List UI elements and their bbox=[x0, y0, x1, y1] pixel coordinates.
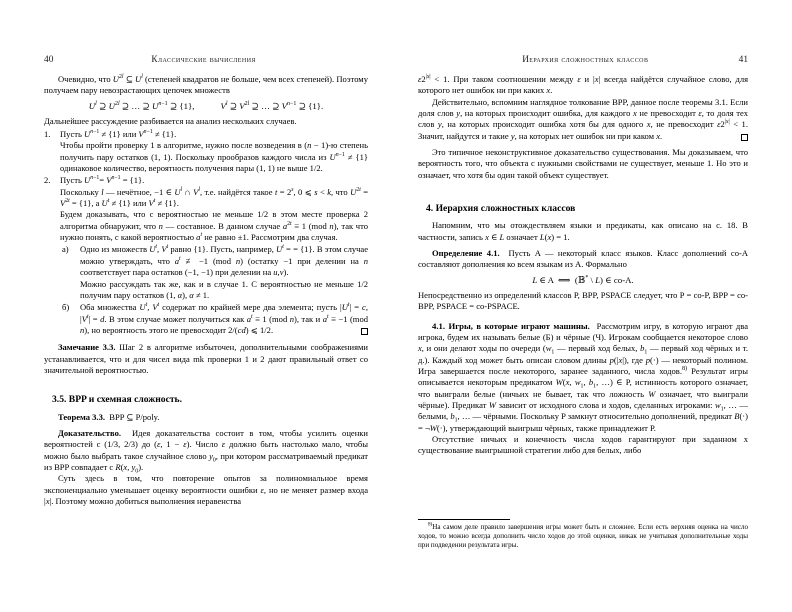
section-4-heading: 4. Иерархия сложностных классов bbox=[426, 203, 576, 215]
theorem-3-3 bbox=[44, 412, 368, 423]
paragraph-strategy: Отсутствие ничьих и конечность числа ходов гарантируют при заданном x существование выигрышной стратегии либо для белых, либо bbox=[418, 433, 748, 456]
paragraph-indeed: Действительно, вспомним наглядное толкование BPP, данное после теоремы 3.1. Если доля слов y, на которых происходит ошибка, для каждого x не превосходит ε, то доля тех слов y, на которых происходит ошибка хотя бы для одного x, не превосходит $\varepsilon 2^{|x|} < 1$. Значит, найдутся и такие y, на которых нет ошибок ни при каком x. bbox=[418, 96, 749, 141]
subcase-a-text: Одно из множеств $U^t$, $V^t$ равно {1}. Пусть, например, $U^t$ = = {1}. В этом случае можно утверждать, что $a^t$ ≢ −1 (mod n) (остатку −1 при делении на n соответствует пара остатков (−1, −1) при делении на u,v). bbox=[80, 244, 369, 278]
proof-paragraph-1: Доказательство. Идея доказательства состоит в том, чтобы усилить оценки вероятностей с (1/3, 2/3) до (ε, 1 − ε). Число ε должно быть настолько мало, чтобы можно было выбрать такое случайное слово $y_0$, при котором рассматриваемый предикат из BPP совпадает с R(x, $y_0$). bbox=[44, 427, 369, 475]
remark-text: Шаг 2 в алгоритме избыточен, дополнительными соображениями устанавливается, что и для чисел вида mk проверки 1 и 2 дают правильный ответ со значительной вероятностью. bbox=[44, 342, 368, 375]
left-running-head-title: Классические вычисления bbox=[151, 54, 256, 64]
footnote-8-mark: 8) bbox=[428, 521, 433, 528]
subcase-b-text: Оба множества $U^t$, $V^t$ содержат по крайней мере два элемента; пусть $|U^t| = c$, $|V^t| = d$. В этом случае может получиться как $a^t \equiv 1$ (mod n), так и $a^t \equiv -1$ (mod n), но вероятность этого не превосходит 2/(cd) ⩽ 1/2. bbox=[80, 302, 368, 335]
subcase-b bbox=[62, 302, 368, 336]
case-list bbox=[44, 129, 368, 336]
footnote-8-text: На самом деле правило завершения игры может быть и сложнее. Если есть верхняя оценка на число ходов, то можно всегда дополнить число ходов до этой оценки, никак не учитывая дополнительные ходы при подведении результата игры. bbox=[418, 522, 748, 549]
subcase-a-text-2: Можно рассуждать так же, как и в случае 1. С вероятностью не меньше 1/2 получим пару остатков (1, α), α ≠ 1. bbox=[80, 278, 368, 300]
footnote-8 bbox=[418, 523, 748, 550]
paragraph-nonconstructive: Это типичное неконструктивное доказательство существования. Мы доказываем, что вероятность того, что объекта с нужными свойствами не существует, меньше 1. Но это и означает, что хотя бы один такой объект существует. bbox=[418, 147, 748, 180]
subcase-b-label: б) bbox=[62, 302, 70, 313]
subsection-4-1-heading: 4.1. Игры, в которые играют машины. bbox=[432, 320, 590, 331]
theorem-statement: BPP ⊆ P/poly. bbox=[109, 411, 160, 422]
paragraph-cases-intro: Дальнейшее рассуждение разбивается на анализ нескольких случаев. bbox=[44, 115, 297, 126]
subcase-a-label: а) bbox=[62, 244, 69, 255]
left-page-number: 40 bbox=[44, 55, 54, 65]
proof-label: Доказательство. bbox=[58, 427, 121, 438]
case-item-1 bbox=[44, 129, 368, 174]
right-page bbox=[396, 0, 792, 612]
theorem-label: Теорема 3.3. bbox=[58, 411, 105, 422]
remark-3-3 bbox=[44, 342, 368, 376]
definition-text: Пусть A — некоторый класс языков. Класс дополнений co-A составляют дополнения ко всем языкам из A. Формально bbox=[418, 248, 748, 270]
case-2-line-1: Пусть $U^{n-1}= V^{n-1} = \{1\}$. bbox=[60, 175, 145, 186]
case-2-line-3: Будем доказывать, что с вероятностью не меньше 1/2 в этом месте проверка 2 алгоритма обнаружит, что n — составное. В данном случае $a^{2t} \equiv 1$ (mod n), так что нужно понять, с какой вероятностью $a^t$ не равно ±1. Рассмотрим два случая. bbox=[60, 209, 368, 243]
left-running-head bbox=[44, 53, 368, 66]
right-running-head bbox=[418, 53, 748, 66]
display-chains: $U^l$ ⊇ $U^{2l}$ ⊇ … ⊇ $U^{n-1}$ ⊇ {1}, $V^l$ ⊇ $V^{2l}$ ⊇ … ⊇ $V^{n-1}$ ⊇ {1}. bbox=[88, 101, 324, 112]
right-running-head-title: Иерархия сложностных классов bbox=[522, 54, 649, 64]
remark-label: Замечание 3.3. bbox=[58, 342, 116, 353]
subsection-3-5-heading: 3.5. BPP и схемная сложность. bbox=[52, 394, 183, 406]
subcase-a bbox=[62, 244, 369, 301]
right-page-body bbox=[418, 74, 748, 457]
left-page-body bbox=[44, 74, 368, 507]
qed-box-1 bbox=[361, 328, 368, 335]
case-1-line-1: Пусть $U^{n-1} \ne \{1\}$ или $V^{n-1} \ne \{1\}$. bbox=[60, 129, 177, 140]
footnote-reference-8[interactable]: 8) bbox=[681, 366, 688, 373]
case-item-2 bbox=[44, 175, 369, 336]
proof-paragraph-2: Суть здесь в том, что повторение опытов за полиномиальное время экспоненциально уменьшает оценку вероятности ошибки ε, но не меняет размер входа |x|. Поэтому можно добиться выполнения неравенства bbox=[44, 473, 368, 506]
footnote-zone bbox=[418, 519, 748, 550]
paragraph-obvious: Очевидно, что $U^{2l}$ ⊆ $U^l$ (степеней квадратов не больше, чем всех степеней). Поэтому получаем пару невозрастающих цепочек множеств bbox=[44, 74, 368, 96]
paragraph-epsilon-bound: $\varepsilon 2^{|x|} < 1$. При таком соотношении между ε и |x| всегда найдётся случайное слово, для которого нет ошибок ни при каких x. bbox=[418, 74, 749, 96]
qed-box-2 bbox=[741, 134, 748, 141]
subsection-4-1: 4.1. Игры, в которые играют машины. Рассмотрим игру, в которую играют два игрока, будем их называть белые (Б) и чёрные (Ч). Игрокам сообщается некоторое слово x, и они делают ходы по очереди ($w_1$ — первый ход белых, $b_1$ — первый ход чёрных и т. д.). Каждый ход может быть описан словом длины p(|x|), где p(·) — некоторый полином. Игра завершается после некоторого, заранее заданного, числа ходов.$^{8)}$ Результат игры описывается некоторым предикатом W(x, $w_1$, $b_1$, …) ∈ P, истинность которого означает, что выиграли белые (ничьих не бывает, так что ложность W означает, что выиграли чёрные). Предикат W зависит от исходного слова и ходов, сделанных игроками: $w_1$, … — белыми, $b_1$, … — чёрными. Поскольку P замкнут относительно дополнений, предикат B(·) = ¬W(·), утверждающий выигрыш чёрных, также принадлежит P. bbox=[418, 320, 749, 433]
paragraph-closure: Непосредственно из определений классов P, BPP, PSPACE следует, что P = co-P, BPP = co-BPP, PSPACE = co-PSPACE. bbox=[418, 289, 748, 312]
case-2-label: 2. bbox=[44, 175, 51, 186]
paragraph-recall: Напомним, что мы отождествляем языки и предикаты, как описано на с. 18. В частности, запись x ∈ L означает L(x) = 1. bbox=[418, 220, 748, 242]
case-1-line-2: Чтобы пройти проверку 1 в алгоритме, нужно после возведения в (n − 1)-ю степень получить пару остатков (1, 1). Поскольку прообразов каждого числа из $U^{n-1} \ne \{1\}$ одинаковое количество, вероятность получения пары (1, 1) не выше 1/2. bbox=[60, 140, 368, 174]
display-co-class: L ∈ A ⟺ (𝔹* \ L) ∈ co-A. bbox=[532, 275, 634, 286]
case-1-label: 1. bbox=[44, 129, 51, 140]
right-page-number: 41 bbox=[738, 55, 748, 65]
footnote-rule bbox=[418, 519, 510, 520]
definition-label: Определение 4.1. bbox=[432, 248, 500, 259]
case-2-sublist bbox=[60, 244, 368, 336]
case-2-line-2: Поскольку l — нечётное, −1 ∈ $U^l$ ∩ $V^l$, т.е. найдётся такое $t = 2^s$, 0 ⩽ s < k, что $U^{2t} = V^{2t} = \{1\}$, а $U^t \ne \{1\}$ или $V^t \ne \{1\}$. bbox=[60, 186, 369, 209]
definition-4-1 bbox=[418, 248, 748, 271]
